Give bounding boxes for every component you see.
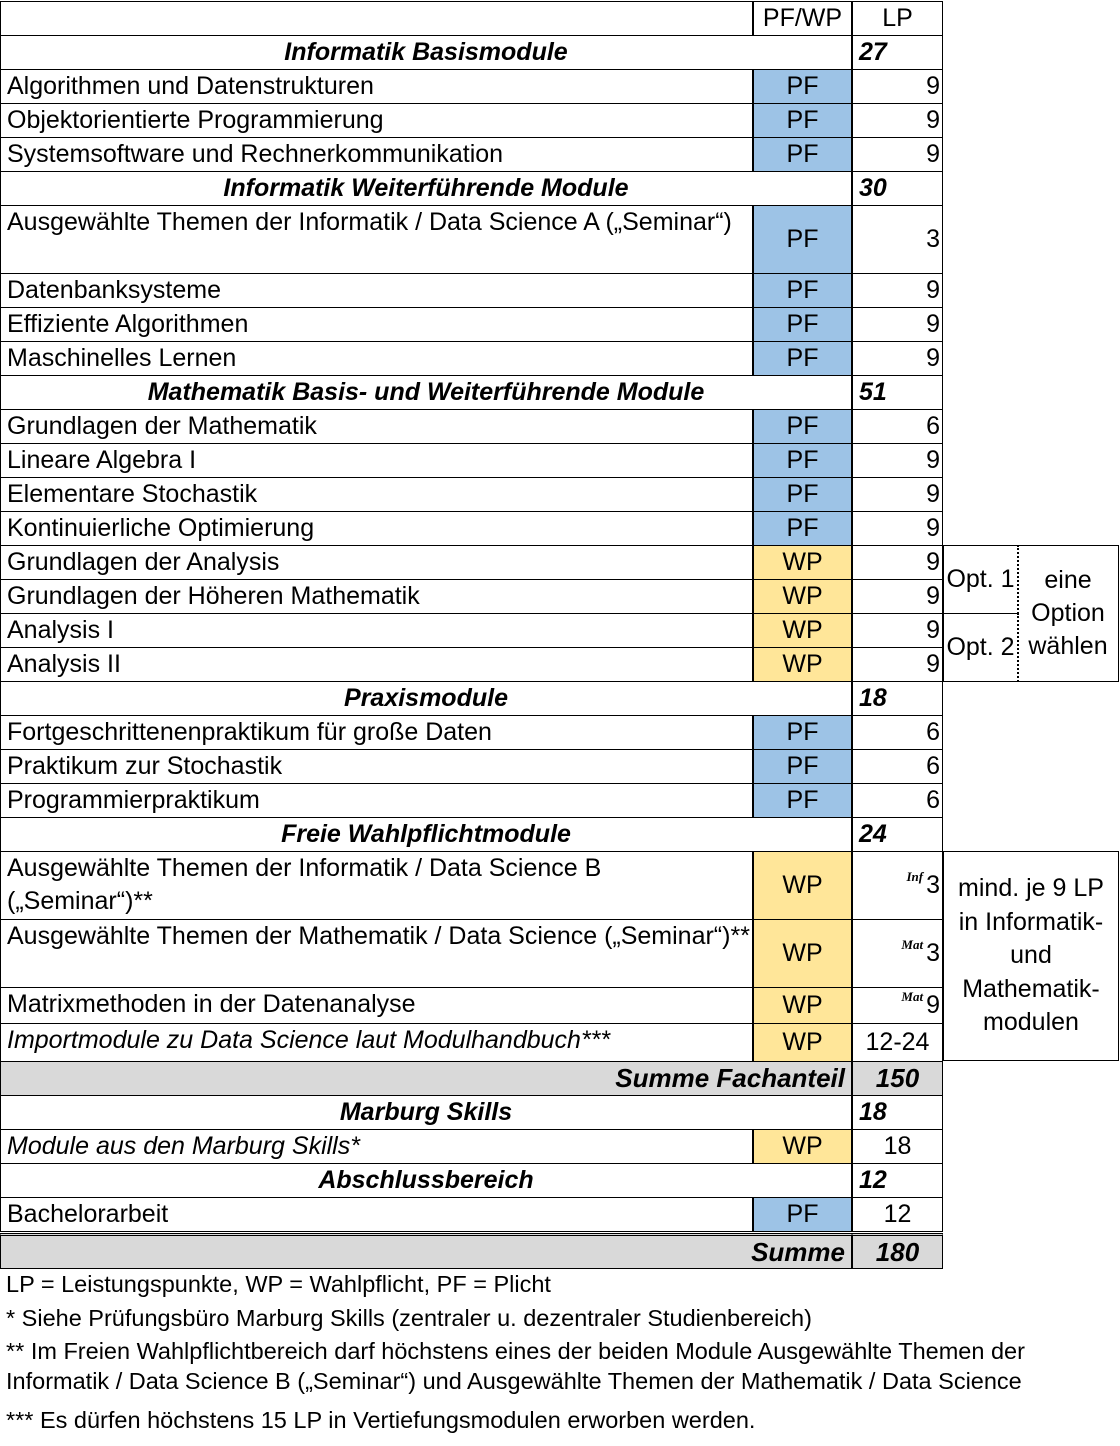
module-name: Grundlagen der Höheren Mathematik bbox=[0, 579, 753, 614]
module-lp-value: 9 bbox=[926, 514, 940, 542]
module-type: PF bbox=[753, 443, 852, 478]
section-title: Informatik Basismodule bbox=[0, 35, 852, 70]
module-name: Bachelorarbeit bbox=[0, 1197, 753, 1232]
section-lp-total: 51 bbox=[852, 375, 943, 410]
section-lp-total: 18 bbox=[852, 1095, 943, 1130]
summe-lp: 180 bbox=[852, 1233, 943, 1269]
module-lp bbox=[852, 545, 943, 580]
module-name: Programmierpraktikum bbox=[0, 783, 753, 818]
module-name: Datenbanksysteme bbox=[0, 273, 753, 308]
module-lp-value: 12-24 bbox=[865, 1028, 930, 1056]
section-lp-total: 18 bbox=[852, 681, 943, 716]
module-area-tag: Mat bbox=[901, 989, 924, 1004]
module-lp-value: 9 bbox=[926, 616, 940, 644]
module-name: Importmodule zu Data Science laut Modulhandbuch*** bbox=[0, 1023, 753, 1062]
module-lp bbox=[852, 987, 943, 1024]
module-name: Praktikum zur Stochastik bbox=[0, 749, 753, 784]
module-type: WP bbox=[753, 987, 852, 1024]
module-lp bbox=[852, 69, 943, 104]
section-title: Freie Wahlpflichtmodule bbox=[0, 817, 852, 852]
module-name: Fortgeschrittenenpraktikum für große Daten bbox=[0, 715, 753, 750]
module-area-tag: Inf bbox=[906, 869, 924, 884]
summe-fachanteil-label: Summe Fachanteil bbox=[0, 1061, 852, 1096]
section-lp-total: 27 bbox=[852, 35, 943, 70]
module-name: Lineare Algebra I bbox=[0, 443, 753, 478]
module-type: PF bbox=[753, 749, 852, 784]
footnote-marburg-skills: * Siehe Prüfungsbüro Marburg Skills (zentraler u. dezentraler Studienbereich) bbox=[6, 1305, 812, 1331]
section-title: Informatik Weiterführende Module bbox=[0, 171, 852, 206]
module-lp-value: 3 bbox=[926, 225, 940, 253]
module-lp-value: 9 bbox=[926, 582, 940, 610]
module-type: PF bbox=[753, 69, 852, 104]
module-type: WP bbox=[753, 647, 852, 682]
module-type: PF bbox=[753, 511, 852, 546]
option-2-label: Opt. 2 bbox=[943, 613, 1019, 682]
module-lp: 18 bbox=[852, 1129, 943, 1164]
module-name: Objektorientierte Programmierung bbox=[0, 103, 753, 138]
footnote-vertiefung: *** Es dürfen höchstens 15 LP in Vertiefungsmodulen erworben werden. bbox=[6, 1407, 756, 1433]
module-name: Systemsoftware und Rechnerkommunikation bbox=[0, 137, 753, 172]
header-blank bbox=[0, 1, 753, 36]
module-type: PF bbox=[753, 205, 852, 274]
module-lp: 12 bbox=[852, 1197, 943, 1232]
module-lp bbox=[852, 443, 943, 478]
module-lp bbox=[852, 919, 943, 988]
module-lp bbox=[852, 273, 943, 308]
module-lp-value: 9 bbox=[926, 650, 940, 678]
module-lp bbox=[852, 137, 943, 172]
module-name: Kontinuierliche Optimierung bbox=[0, 511, 753, 546]
footnote-legend: LP = Leistungspunkte, WP = Wahlpflicht, PF = Plicht bbox=[6, 1271, 551, 1297]
section-lp-total: 30 bbox=[852, 171, 943, 206]
module-lp bbox=[852, 307, 943, 342]
module-lp-value: 9 bbox=[926, 140, 940, 168]
section-title: Abschlussbereich bbox=[0, 1163, 852, 1198]
section-lp-total: 24 bbox=[852, 817, 943, 852]
module-name: Ausgewählte Themen der Mathematik / Data Science („Seminar“)** bbox=[0, 919, 753, 988]
module-lp-value: 3 bbox=[926, 939, 940, 967]
module-area-tag: Mat bbox=[901, 937, 924, 952]
module-lp bbox=[852, 341, 943, 376]
module-type: WP bbox=[753, 545, 852, 580]
module-lp-value: 9 bbox=[926, 106, 940, 134]
module-lp-value: 6 bbox=[926, 718, 940, 746]
module-type: PF bbox=[753, 273, 852, 308]
module-type: WP bbox=[753, 613, 852, 648]
module-name: Grundlagen der Analysis bbox=[0, 545, 753, 580]
module-type: WP bbox=[753, 579, 852, 614]
module-name: Algorithmen und Datenstrukturen bbox=[0, 69, 753, 104]
module-type: PF bbox=[753, 341, 852, 376]
module-lp bbox=[852, 409, 943, 444]
module-lp-value: 3 bbox=[926, 871, 940, 899]
module-lp-value: 9 bbox=[926, 446, 940, 474]
module-lp bbox=[852, 477, 943, 512]
module-type: WP bbox=[753, 919, 852, 988]
module-lp bbox=[852, 749, 943, 784]
summe-fachanteil-lp: 150 bbox=[852, 1061, 943, 1096]
module-name: Analysis I bbox=[0, 613, 753, 648]
section-title: Praxismodule bbox=[0, 681, 852, 716]
option-choose-note: eine Option wählen bbox=[1018, 545, 1119, 682]
module-lp bbox=[852, 647, 943, 682]
section-title: Marburg Skills bbox=[0, 1095, 852, 1130]
module-name: Matrixmethoden in der Datenanalyse bbox=[0, 987, 753, 1024]
section-title: Mathematik Basis- und Weiterführende Module bbox=[0, 375, 852, 410]
module-type: PF bbox=[753, 409, 852, 444]
module-type: PF bbox=[753, 715, 852, 750]
module-name: Effiziente Algorithmen bbox=[0, 307, 753, 342]
module-name: Elementare Stochastik bbox=[0, 477, 753, 512]
module-type: PF bbox=[753, 477, 852, 512]
module-lp-value: 9 bbox=[926, 72, 940, 100]
module-lp-value: 9 bbox=[926, 310, 940, 338]
module-type: PF bbox=[753, 307, 852, 342]
module-lp bbox=[852, 103, 943, 138]
header-lp: LP bbox=[852, 1, 943, 36]
module-lp bbox=[852, 715, 943, 750]
module-lp bbox=[852, 613, 943, 648]
section-lp-total: 12 bbox=[852, 1163, 943, 1198]
module-name: Ausgewählte Themen der Informatik / Data Science A („Seminar“) bbox=[0, 205, 753, 274]
module-name: Analysis II bbox=[0, 647, 753, 682]
module-lp-value: 9 bbox=[926, 276, 940, 304]
module-type: WP bbox=[753, 851, 852, 920]
module-lp bbox=[852, 1023, 943, 1062]
module-type: WP bbox=[753, 1129, 852, 1164]
header-type: PF/WP bbox=[753, 1, 852, 36]
module-name: Maschinelles Lernen bbox=[0, 341, 753, 376]
module-type: WP bbox=[753, 1023, 852, 1062]
module-lp-value: 9 bbox=[926, 991, 940, 1019]
footnote-seminar-line2: Informatik / Data Science B („Seminar“) und Ausgewählte Themen der Mathematik / Data Science bbox=[6, 1368, 1022, 1394]
module-type: PF bbox=[753, 137, 852, 172]
module-lp bbox=[852, 205, 943, 274]
summe-label: Summe bbox=[0, 1233, 852, 1269]
module-lp bbox=[852, 851, 943, 920]
module-lp bbox=[852, 783, 943, 818]
module-lp-value: 6 bbox=[926, 412, 940, 440]
module-name: Ausgewählte Themen der Informatik / Data Science B („Seminar“)** bbox=[0, 851, 753, 920]
footnote-seminar-line1: ** Im Freien Wahlpflichtbereich darf höchstens eines der beiden Module Ausgewählte Themen der bbox=[6, 1338, 1025, 1364]
module-lp-value: 9 bbox=[926, 480, 940, 508]
module-lp bbox=[852, 511, 943, 546]
module-name: Module aus den Marburg Skills* bbox=[0, 1129, 753, 1164]
module-lp bbox=[852, 579, 943, 614]
module-lp-value: 6 bbox=[926, 786, 940, 814]
module-lp-value: 9 bbox=[926, 548, 940, 576]
module-name: Grundlagen der Mathematik bbox=[0, 409, 753, 444]
free-elective-note: mind. je 9 LP in Informatik- und Mathematik-modulen bbox=[943, 851, 1119, 1061]
module-type: PF bbox=[753, 1197, 852, 1232]
module-type: PF bbox=[753, 783, 852, 818]
option-1-label: Opt. 1 bbox=[943, 545, 1019, 614]
module-lp-value: 6 bbox=[926, 752, 940, 780]
module-lp-value: 9 bbox=[926, 344, 940, 372]
module-type: PF bbox=[753, 103, 852, 138]
